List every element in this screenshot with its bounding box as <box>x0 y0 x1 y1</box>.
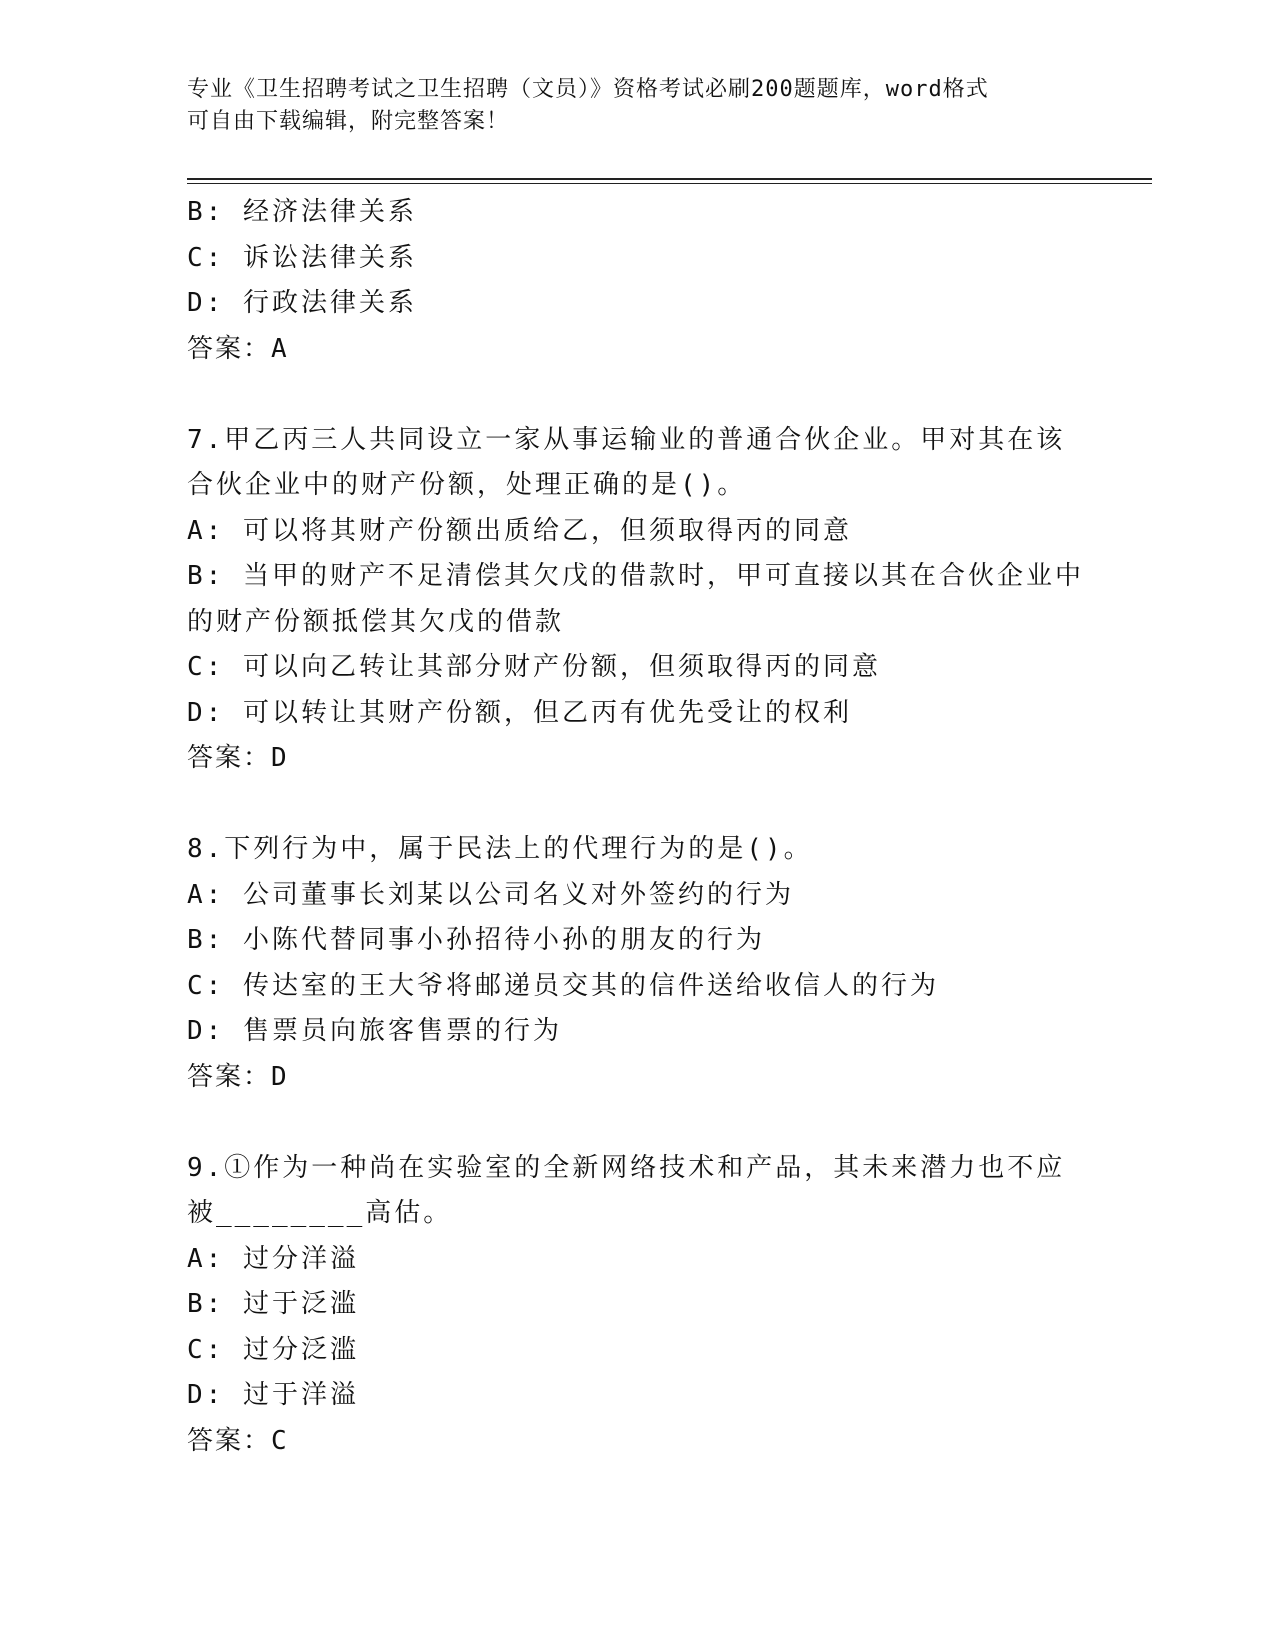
question-9-stem-line-1: 9.①作为一种尚在实验室的全新网络技术和产品，其未来潜力也不应 <box>187 1152 1066 1183</box>
question-list <box>187 190 1087 1464</box>
question-8-option-d: D: 售票员向旅客售票的行为 <box>187 1016 562 1046</box>
header-divider-thick <box>187 178 1152 180</box>
question-7 <box>187 418 1087 782</box>
document-header <box>187 74 1087 138</box>
question-7-stem-line-1: 7.甲乙丙三人共同设立一家从事运输业的普通合伙企业。甲对其在该 <box>187 424 1066 455</box>
spacer <box>187 1100 1087 1146</box>
question-8-option-c: C: 传达室的王大爷将邮递员交其的信件送给收信人的行为 <box>187 970 939 1001</box>
question-7-option-a: A: 可以将其财产份额出质给乙，但须取得丙的同意 <box>187 515 852 546</box>
header-title-line-2: 可自由下载编辑，附完整答案！ <box>187 109 510 134</box>
question-8 <box>187 827 1087 1100</box>
question-9-option-b: B: 过于泛滥 <box>187 1289 359 1319</box>
question-7-answer: 答案：D <box>187 743 289 773</box>
question-9-stem-line-2: 被________高估。 <box>187 1198 453 1228</box>
question-8-answer: 答案：D <box>187 1061 289 1092</box>
header-divider-thin <box>187 183 1152 184</box>
question-9-option-d: D: 过于洋溢 <box>187 1380 359 1410</box>
question-8-option-a: A: 公司董事长刘某以公司名义对外签约的行为 <box>187 879 794 910</box>
question-6-option-d: D: 行政法律关系 <box>187 288 417 318</box>
header-title-line-1: 专业《卫生招聘考试之卫生招聘（文员）》资格考试必刷200题题库，word格式 <box>187 77 989 102</box>
question-6-tail <box>187 190 1087 372</box>
question-9-answer: 答案：C <box>187 1425 289 1456</box>
question-9-option-a: A: 过分洋溢 <box>187 1243 359 1274</box>
question-7-option-b-line-1: B: 当甲的财产不足清偿其欠戊的借款时，甲可直接以其在合伙企业中 <box>187 561 1084 591</box>
question-6-answer: 答案：A <box>187 333 289 364</box>
spacer <box>187 782 1087 828</box>
question-6-option-c: C: 诉讼法律关系 <box>187 242 417 273</box>
question-9-option-c: C: 过分泛滥 <box>187 1334 359 1365</box>
question-7-option-c: C: 可以向乙转让其部分财产份额，但须取得丙的同意 <box>187 652 881 682</box>
question-7-option-d: D: 可以转让其财产份额，但乙丙有优先受让的权利 <box>187 697 852 728</box>
question-7-option-b-line-2: 的财产份额抵偿其欠戊的借款 <box>187 606 565 637</box>
question-6-option-b: B: 经济法律关系 <box>187 197 417 227</box>
question-9 <box>187 1146 1087 1465</box>
spacer <box>187 372 1087 418</box>
question-8-stem: 8.下列行为中，属于民法上的代理行为的是()。 <box>187 834 813 864</box>
question-7-stem-line-2: 合伙企业中的财产份额，处理正确的是()。 <box>187 470 747 500</box>
question-8-option-b: B: 小陈代替同事小孙招待小孙的朋友的行为 <box>187 925 765 955</box>
